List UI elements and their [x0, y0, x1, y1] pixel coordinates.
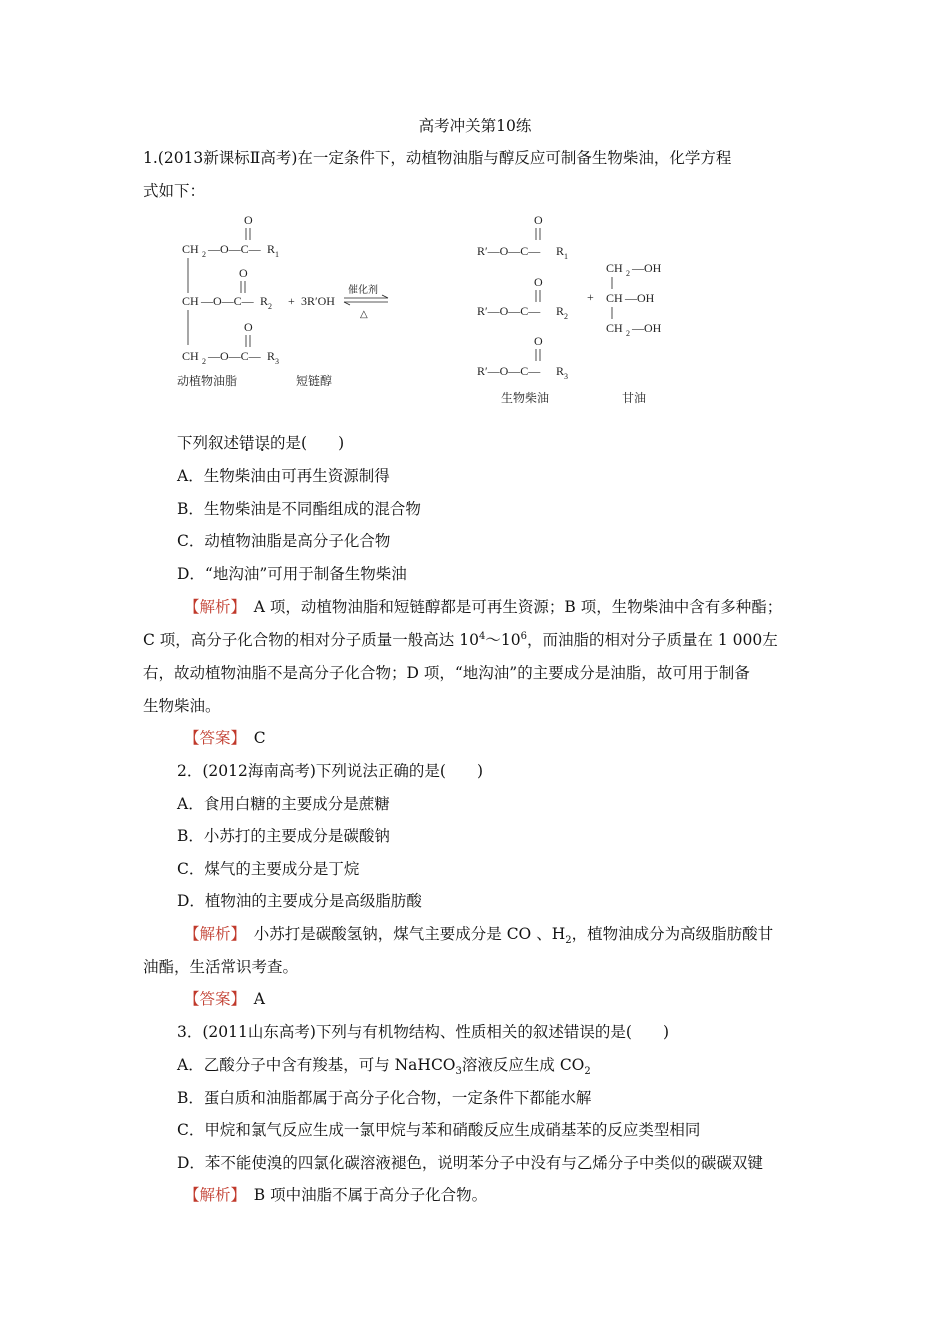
biodiesel-structure: [477, 213, 568, 405]
q3-option-a: A．乙酸分子中含有羧基，可与 NaHCO$_3$溶液反应生成 $CO_2$: [177, 1056, 591, 1078]
svg-text:—OH: —OH: [625, 291, 655, 305]
chemical-equation: [170, 205, 730, 410]
svg-text:3: 3: [564, 372, 568, 381]
svg-text:1: 1: [564, 252, 568, 261]
q1-stem-line2: 式如下：: [143, 182, 206, 200]
label-alcohol: 短链醇: [296, 374, 333, 388]
emphasis-char-2: 误: [254, 434, 271, 452]
plus-sign-2: +: [587, 290, 594, 304]
svg-text:2: 2: [626, 269, 630, 278]
glycerol-ch2-1: CH: [606, 261, 623, 275]
analysis-tag: 【解析】: [184, 925, 239, 943]
r1-group: R: [267, 242, 276, 256]
q1-analysis-line4: 生物柴油。: [143, 697, 221, 715]
svg-text:R: R: [556, 364, 565, 378]
page-title: 高考冲关第10练: [418, 117, 532, 135]
q3-analysis: 【解析】 B 项中油脂不属于高分子化合物。: [184, 1186, 488, 1204]
plus-sign-1: +: [288, 294, 295, 308]
q3-option-c: C．甲烷和氯气反应生成一氯甲烷与苯和硝酸反应生成硝基苯的反应类型相同: [177, 1121, 701, 1139]
carbonyl-o-1: O: [244, 213, 253, 227]
q2-analysis-line1: 【解析】 小苏打是碳酸氢钠，煤气主要成分是 CO 、$H_2$，植物油成分为高级脂肪酸甘: [184, 925, 774, 947]
q1-option-b: B．生物柴油是不同酯组成的混合物: [177, 500, 421, 518]
ester-link-2: —O—C—: [201, 294, 254, 308]
q1-analysis-line2: C 项，高分子化合物的相对分子质量一般高达 $10^4\sim 10^6$，而油脂的相对分子质量在 1 000左: [143, 630, 778, 649]
svg-text:R: R: [556, 244, 565, 258]
svg-text:2: 2: [564, 312, 568, 321]
q1-question: 下列叙述错误的是( ): [177, 434, 345, 452]
bd-carbonyl-o-3: O: [534, 334, 543, 348]
q2-answer: 【答案】 A: [184, 990, 265, 1008]
bd-ester-2: R′—O—C—: [477, 304, 541, 318]
svg-text:2: 2: [202, 357, 206, 366]
q3-stem: 3．(2011山东高考)下列与有机物结构、性质相关的叙述错误的是( ): [177, 1023, 669, 1041]
q1-option-a: A．生物柴油由可再生资源制得: [177, 467, 390, 485]
bd-ester-1: R′—O—C—: [477, 244, 541, 258]
q1-stem-line1: 1.(2013新课标Ⅱ高考)在一定条件下，动植物油脂与醇反应可制备生物柴油，化学方程: [143, 149, 732, 167]
svg-text:—OH: —OH: [632, 261, 662, 275]
emphasis-char-1: 错: [239, 434, 255, 452]
answer-tag: 【答案】: [184, 729, 239, 747]
q3-option-b: B．蛋白质和油脂都属于高分子化合物，一定条件下都能水解: [177, 1089, 592, 1107]
triglyceride-structure: [177, 213, 279, 388]
q1-option-d: D．“地沟油”可用于制备生物柴油: [177, 565, 407, 583]
r3-group: R: [267, 349, 276, 363]
bd-carbonyl-o-1: O: [534, 213, 543, 227]
q1-answer: 【答案】 C: [184, 729, 266, 747]
q2-option-a: A．食用白糖的主要成分是蔗糖: [177, 795, 390, 813]
ester-link-1: —O—C—: [208, 242, 261, 256]
carbonyl-o-2: O: [239, 266, 248, 280]
svg-text:2: 2: [626, 329, 630, 338]
svg-text:1: 1: [275, 250, 279, 259]
svg-text:2: 2: [268, 302, 272, 311]
svg-text:—OH: —OH: [632, 321, 662, 335]
svg-text:R: R: [556, 304, 565, 318]
q2-option-b: B．小苏打的主要成分是碳酸钠: [177, 827, 390, 845]
q1-analysis-line3: 右，故动植物油脂不是高分子化合物；D 项，“地沟油”的主要成分是油脂，故可用于制备: [143, 664, 750, 682]
r2-group: R: [260, 294, 269, 308]
q2-stem: 2．(2012海南高考)下列说法正确的是( ): [177, 762, 483, 780]
analysis-tag: 【解析】: [184, 598, 239, 616]
glycerol-ch2-2: CH: [606, 321, 623, 335]
carbonyl-o-3: O: [244, 320, 253, 334]
reagent-and-arrow: [288, 283, 388, 388]
reagent-alcohol: 3R′OH: [301, 294, 335, 308]
answer-tag: 【答案】: [184, 990, 239, 1008]
heat-symbol: △: [360, 309, 368, 320]
svg-text:2: 2: [202, 250, 206, 259]
q2-option-c: C．煤气的主要成分是丁烷: [177, 860, 360, 878]
catalyst-label: 催化剂: [348, 285, 378, 296]
glycerol-ch: CH: [606, 291, 623, 305]
label-glycerol: 甘油: [622, 391, 647, 405]
q2-analysis-line2: 油酯，生活常识考查。: [143, 958, 299, 976]
ch2-group-2: CH: [182, 349, 199, 363]
svg-text:3: 3: [275, 357, 279, 366]
ch-group: CH: [182, 294, 199, 308]
ester-link-3: —O—C—: [208, 349, 261, 363]
q1-analysis-line1: 【解析】 A 项，动植物油脂和短链醇都是可再生资源；B 项，生物柴油中含有多种酯；: [184, 598, 783, 616]
bd-carbonyl-o-2: O: [534, 275, 543, 289]
q2-option-d: D．植物油的主要成分是高级脂肪酸: [177, 892, 422, 910]
label-biodiesel: 生物柴油: [501, 391, 550, 405]
ch2-group-1: CH: [182, 242, 199, 256]
q1-option-c: C．动植物油脂是高分子化合物: [177, 532, 391, 550]
q3-option-d: D．苯不能使溴的四氯化碳溶液褪色，说明苯分子中没有与乙烯分子中类似的碳碳双键: [177, 1154, 763, 1172]
label-fat: 动植物油脂: [177, 374, 238, 388]
analysis-tag: 【解析】: [184, 1186, 239, 1204]
bd-ester-3: R′—O—C—: [477, 364, 541, 378]
glycerol-structure: [587, 261, 662, 405]
